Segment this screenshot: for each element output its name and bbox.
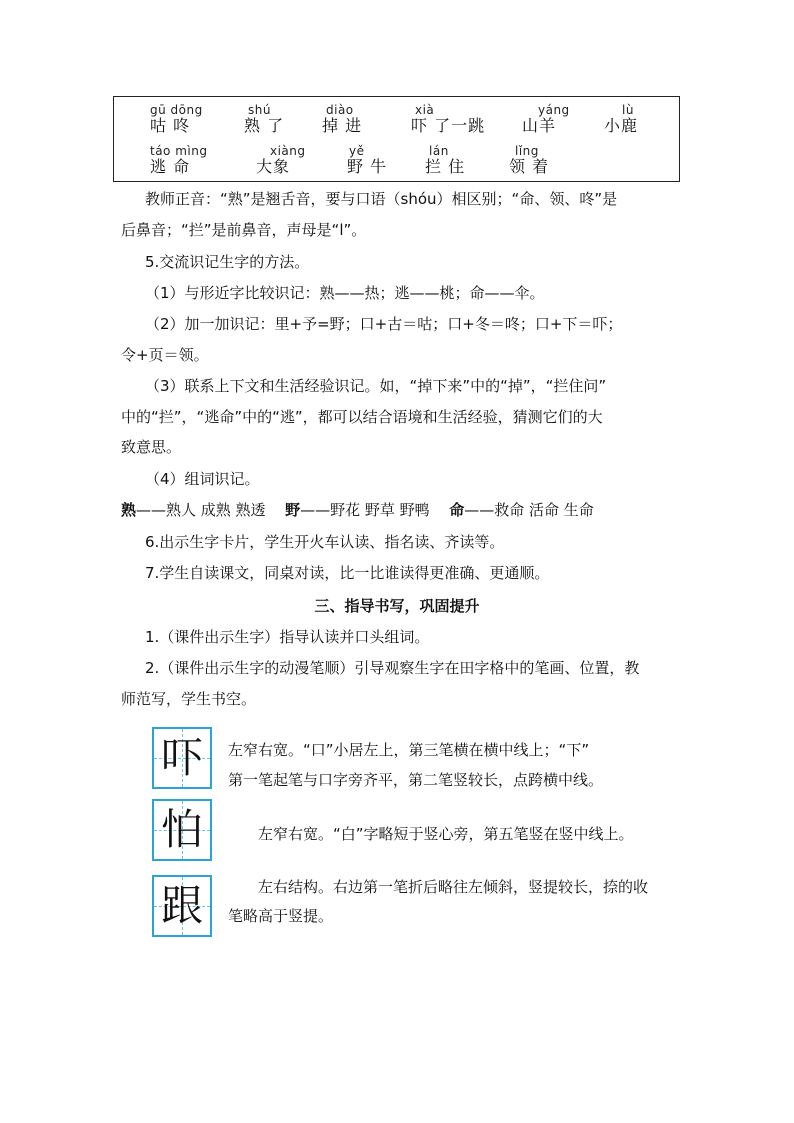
pinyin-text: lù	[622, 103, 634, 117]
hanzi-text: 逃 命	[150, 157, 191, 176]
pinyin-text: lǐng	[515, 144, 539, 158]
pinyin-text: xiàng	[270, 144, 306, 158]
sub-item: （3）联系上下文和生活经验识记。如，“掉下来”中的“掉”，“拦住问”	[145, 377, 607, 395]
pinyin-text: táo mìng	[150, 144, 208, 158]
pinyin-text: yáng	[538, 103, 570, 117]
pinyin-word	[150, 103, 203, 135]
paragraph-line: 致意思。	[121, 438, 182, 456]
sub-item: （1）与形近字比较识记：熟——热；逃——桃；命——伞。	[145, 284, 545, 302]
word-list: ——熟人 成熟 熟透	[136, 501, 266, 519]
pinyin-text: shú	[248, 103, 271, 117]
paragraph-line: 后鼻音；“拦”是前鼻音，声母是“l”。	[121, 221, 367, 239]
section-item: 2.（课件出示生字的动漫笔顺）引导观察生字在田字格中的笔画、位置，教	[145, 659, 640, 677]
sub-item: （2）加一加识记：里+予=野；口+古＝咕；口+冬＝咚；口+下＝吓；	[145, 315, 623, 333]
hanzi-text: 大象	[256, 157, 291, 176]
section-item: 5.交流识记生字的方法。	[145, 253, 310, 271]
word-list: ——救命 活命 生命	[464, 501, 594, 519]
hanzi-text: 吓 了一跳	[411, 116, 486, 135]
hanzi-text: 掉 进	[322, 116, 363, 135]
paragraph-line: 师范写，学生书空。	[121, 690, 257, 708]
tianzige-grid	[152, 875, 212, 937]
tianzige-grid	[152, 799, 212, 861]
model-character: 怕	[160, 805, 203, 854]
pinyin-text: diào	[326, 103, 354, 117]
model-character: 跟	[160, 881, 203, 930]
hanzi-text: 小鹿	[604, 116, 639, 135]
sub-item: （4）组词识记。	[145, 470, 260, 488]
pinyin-word	[522, 103, 570, 135]
hanzi-text: 咕 咚	[150, 116, 191, 135]
word-head-char: 熟	[121, 501, 137, 519]
pinyin-text: lán	[429, 144, 449, 158]
paragraph-line: 教师正音：“熟”是翘舌音，要与口语（shóu）相区别；“命、领、咚”是	[145, 190, 618, 208]
pinyin-word	[256, 144, 306, 176]
hanzi-text: 领 着	[509, 157, 550, 176]
hanzi-text: 山羊	[522, 116, 557, 135]
pinyin-text: gū dōng	[150, 103, 203, 117]
model-character: 吓	[160, 733, 203, 782]
hanzi-text: 野 牛	[347, 157, 388, 176]
pinyin-vocabulary-box	[113, 96, 680, 182]
pinyin-text: yě	[349, 144, 365, 158]
paragraph-line: 中的“拦”，“逃命”中的“逃”，都可以结合语境和生活经验，猜测它们的大	[121, 408, 603, 426]
pinyin-word	[425, 144, 465, 176]
writing-description: 左窄右宽。“白”字略短于竖心旁，第五笔竖在竖中线上。	[258, 825, 634, 843]
pinyin-word	[244, 103, 284, 135]
writing-description: 左窄右宽。“口”小居左上，第三笔横在横中线上；“下”	[228, 741, 590, 759]
writing-description: 笔略高于竖提。	[228, 907, 334, 925]
pinyin-text: xià	[415, 103, 435, 117]
word-list: ——野花 野草 野鸭	[300, 501, 430, 519]
pinyin-word	[509, 144, 549, 176]
writing-description: 第一笔起笔与口字旁齐平，第二笔竖较长，点跨横中线。	[228, 771, 604, 789]
pinyin-word	[347, 144, 387, 176]
tianzige-grid	[152, 727, 212, 789]
writing-description: 左右结构。右边第一笔折后略往左倾斜，竖提较长，捺的收	[258, 878, 649, 896]
hanzi-text: 熟 了	[244, 116, 285, 135]
section-item: 7.学生自读课文，同桌对读，比一比谁读得更准确、更通顺。	[145, 564, 550, 582]
section-item: 1.（课件出示生字）指导认读并口头组词。	[145, 628, 430, 646]
pinyin-word	[604, 103, 638, 135]
paragraph-line: 令+页＝领。	[121, 346, 209, 364]
word-head-char: 野	[285, 501, 301, 519]
word-head-char: 命	[449, 501, 465, 519]
pinyin-word	[150, 144, 207, 176]
pinyin-word	[322, 103, 362, 135]
section-item: 6.出示生字卡片，学生开火车认读、指名读、齐读等。	[145, 533, 505, 551]
word-group-line	[121, 500, 594, 520]
pinyin-word	[411, 103, 485, 135]
hanzi-text: 拦 住	[425, 157, 466, 176]
section-heading: 三、指导书写，巩固提升	[314, 597, 480, 615]
